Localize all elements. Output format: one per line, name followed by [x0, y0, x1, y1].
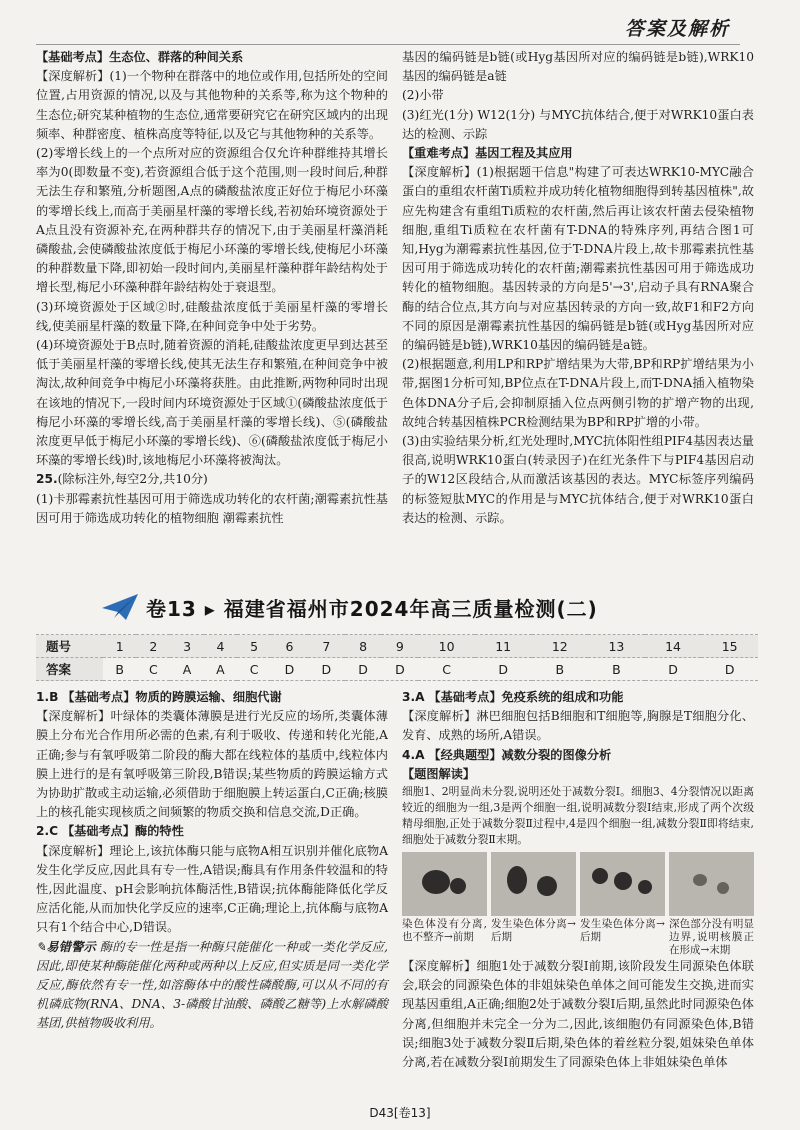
right-top-column	[402, 48, 754, 528]
pencil-icon: ✎	[36, 939, 47, 954]
question-3-header	[402, 688, 754, 707]
header-title: 答案及解析	[624, 18, 730, 40]
answer-cell: D	[308, 658, 345, 681]
question-number-cell: 12	[532, 635, 589, 658]
paragraph: (3)由实验结果分析,红光处理时,MYC抗体阳性组PIF4基因表达量很高,说明WRK10蛋白(转录因子)在红光条件下与PIF4基因启动子的W12区段结合,从而激活该基因的表达。MYC标签序列编码的标签短肽MYC的作用是与MYC抗体结合,便于对WRK10蛋白表达的检测、示踪。	[402, 434, 754, 525]
paragraph: 【深度解析】(1)根据题干信息"构建了可表达WRK10-MYC融合蛋白的重组农杆菌Ti质粒并成功转化植物细胞得到转基因植株",故应先构建含有重组Ti质粒的农杆菌,然后再让该农杆菌去侵染植物细胞,重组Ti质粒在农杆菌有T-DNA的特殊序列,再结合图1可知,Hyg为潮霉素抗性基因,位于T-DNA片段上,故卡那霉素抗性基因可用于筛选成功转化的农杆菌;潮霉素抗性基因可用于筛选成功转化的植物细胞。基因转录的方向是5'→3',启动子具有RNA聚合酶的结合位点,其方向与对应基因转录的方向一致,故F1和F2方向不同的原因是潮霉素抗性基因的编码链是b链(或Hyg基因所对应的编码链是b链),WRK10基因的编码链是a链。	[402, 165, 754, 353]
left-top-column	[36, 48, 388, 528]
paragraph: (2)小带	[402, 88, 444, 103]
paragraph: (4)环境资源处于B点时,随着资源的消耗,硅酸盐浓度更早到达甚至低于美丽星杆藻的零增长线,使其无法生存和繁殖,在种间竞争中被淘汰,故种间竞争中梅尼小环藻将获胜。由此推断,两物种同时出现在该地的情况下,一段时间内环境资源处于区域①(磷酸盐浓度低于梅尼小环藻的零增长线,高于美丽星杆藻的零增长线)、⑤(磷酸盐浓度更早低于梅尼小环藻的零增长线)、⑥(磷酸盐浓度低于梅尼小环藻的零增长线)时,该地梅尼小环藻将被淘汰。	[36, 338, 388, 468]
question-number-cell: 15	[701, 635, 758, 658]
question-number: 1.B	[36, 690, 59, 704]
question-number-cell: 1	[103, 635, 136, 658]
question-number-cell: 2	[136, 635, 170, 658]
micrograph-label: 染色体没有分离,也不整齐→前期	[402, 918, 487, 944]
figure-interpretation-text: 细胞1、2明显尚未分裂,说明还处于减数分裂Ⅰ。细胞3、4分裂情况以距离较近的细胞为一组,3是两个细胞一组,说明减数分裂Ⅰ结束,形成了两个次级精母细胞,正处于减数分裂Ⅱ过程中,4是四个细胞一组,减数分裂Ⅱ即将结束,细胞处于减数分裂Ⅱ末期。	[402, 785, 754, 847]
paragraph: (2)零增长线上的一个点所对应的资源组合仅允许种群维持其增长率为0(即数量不变),若资源组合低于这个范围,则一段时间后,种群无法生存和繁殖,分析题图,A点的磷酸盐浓度正好位于梅尼小环藻的零增长线上,而高于美丽星杆藻的零增长线,若初始环境资源处于A点且没有资源补充,在两种群共存的情况下,由于美丽星杆藻消耗磷酸盐,会使磷酸盐浓度低于梅尼小环藻的零增长线,使梅尼小环藻的种群数量下降,即初始一段时间内,美丽星杆藻种群年龄结构处于增长型,梅尼小环藻种群年龄结构处于衰退型。	[36, 146, 388, 295]
tag-classic-type: 【经典题型】减数分裂的图像分析	[428, 747, 612, 762]
micrograph-label: 发生染色体分离→后期	[580, 918, 665, 944]
section-banner	[100, 590, 720, 624]
question-2-header	[36, 822, 388, 841]
figure-interpretation-title: 【题图解读】	[402, 766, 476, 781]
answer-table-row-numbers	[36, 635, 758, 658]
answer-cell: D	[475, 658, 532, 681]
row-label: 题号	[36, 635, 103, 658]
paragraph: (1)卡那霉素抗性基因可用于筛选成功转化的农杆菌;潮霉素抗性基因可用于筛选成功转化的植物细胞 潮霉素抗性	[36, 491, 388, 525]
question-number-cell: 7	[308, 635, 345, 658]
question-number: 25.	[36, 472, 58, 487]
micrograph-labels	[402, 918, 754, 957]
answer-cell: A	[170, 658, 203, 681]
micrograph-cell-3	[580, 852, 665, 916]
paragraph: (3)环境资源处于区域②时,硅酸盐浓度低于美丽星杆藻的零增长线,使美丽星杆藻的数量下降,在种间竞争中处于劣势。	[36, 299, 388, 333]
question-number-cell: 3	[170, 635, 203, 658]
micrograph-label: 深色部分没有明显边界,说明核膜正在形成→末期	[669, 918, 754, 957]
paragraph: 【深度解析】细胞1处于减数分裂Ⅰ前期,该阶段发生同源染色体联会,联会的同源染色体的非姐妹染色单体之间可能发生交换,进而实现基因重组,A正确;细胞2处于减数分裂Ⅰ后期,虽然此时同源染色体分离,但细胞并未完全一分为二,因此,该细胞仍有同源染色体,B错误;细胞3处于减数分裂Ⅱ后期,染色体的着丝粒分裂,姐妹染色单体分离,若在减数分裂Ⅰ前期发生了同源染色体上非姐妹染色单体	[402, 959, 754, 1070]
answer-cell: B	[532, 658, 589, 681]
question-number-cell: 11	[475, 635, 532, 658]
row-label: 答案	[36, 658, 103, 681]
answer-cell: C	[418, 658, 475, 681]
paragraph: 【深度解析】叶绿体的类囊体薄膜是进行光反应的场所,类囊体薄膜上分布光合作用所必需的色素,有利于吸收、传递和转化光能,A正确;参与有氧呼吸第二阶段的酶大都在线粒体的基质中,线粒体内膜上进行的是有氧呼吸第三阶段,B错误;某些物质的跨膜运输方式为协助扩散或主动运输,必须借助于细胞膜上转运蛋白,C正确;核膜上的核孔能实现核质之间频繁的物质交换和信息交流,D正确。	[36, 709, 388, 820]
right-bottom-column	[402, 688, 754, 1072]
micrograph-cell-4	[669, 852, 754, 916]
answer-cell: B	[588, 658, 645, 681]
question-number: 3.A	[402, 690, 425, 704]
question-number: 2.C	[36, 824, 59, 839]
tag-basic-topic: 【基础考点】酶的特性	[61, 824, 184, 839]
left-bottom-column	[36, 688, 388, 1034]
answer-cell: C	[136, 658, 170, 681]
question-number-cell: 8	[345, 635, 382, 658]
paragraph: 【深度解析】(1)一个物种在群落中的地位或作用,包括所处的空间位置,占用资源的情况,以及与其他物种的关系等,称为这个物种的生态位;研究某种植物的生态位,通常要研究它在研究区域内的出现频率、种群密度、植株高度等特征,以及它与其他物种的关系等。	[36, 69, 388, 141]
paper-plane-icon	[100, 590, 140, 624]
question-score: (除标注外,每空2分,共10分)	[57, 472, 208, 487]
paragraph: 【深度解析】淋巴细胞包括B细胞和T细胞等,胸腺是T细胞分化、发育、成熟的场所,A错误。	[402, 709, 754, 743]
micrograph-cell-2	[491, 852, 576, 916]
question-number-cell: 5	[237, 635, 271, 658]
tag-basic-topic: 【基础考点】物质的跨膜运输、细胞代谢	[62, 690, 282, 704]
paragraph: (3)红光(1分) W12(1分) 与MYC抗体结合,便于对WRK10蛋白表达的检测、示踪	[402, 107, 754, 141]
question-25-header	[36, 470, 388, 489]
question-number: 4.A	[402, 747, 425, 762]
paragraph: (2)根据题意,利用LP和RP扩增结果为大带,BP和RP扩增结果为小带,据图1分析可知,BP位点在T-DNA片段上,而T-DNA插入植物染色体DNA分子后,会抑制原插入位点两侧引物的扩增产物的出现,故纯合转基因植株PCR检测结果为BP和RP扩增的小带。	[402, 357, 754, 429]
answer-table-row-answers	[36, 658, 758, 681]
answer-table	[36, 634, 758, 681]
question-number-cell: 14	[645, 635, 702, 658]
question-number-cell: 6	[271, 635, 308, 658]
answer-cell: B	[103, 658, 136, 681]
micrograph-cell-1	[402, 852, 487, 916]
question-4-header	[402, 746, 754, 765]
micrograph-strip	[402, 852, 754, 916]
answer-cell: A	[204, 658, 237, 681]
answer-cell: C	[237, 658, 271, 681]
paragraph: 基因的编码链是b链(或Hyg基因所对应的编码链是b链),WRK10基因的编码链是a链	[402, 50, 754, 84]
header-divider	[36, 44, 740, 45]
question-number-cell: 9	[381, 635, 418, 658]
question-number-cell: 4	[204, 635, 237, 658]
tag-basic-topic: 【基础考点】生态位、群落的种间关系	[36, 50, 244, 64]
question-number-cell: 10	[418, 635, 475, 658]
answer-cell: D	[645, 658, 702, 681]
question-number-cell: 13	[588, 635, 645, 658]
warning-note	[36, 938, 388, 1034]
answer-cell: D	[701, 658, 758, 681]
warning-label: 易错警示	[46, 939, 96, 954]
warning-text: 酶的专一性是指一种酶只能催化一种或一类化学反应,因此,即使某种酶能催化两种或两种以上反应,但实质是同一类化学反应,酶依然有专一性,如溶酶体中的酸性磷酸酶,可以从不同的有机磷底物(RNA、DNA、3-磷酸甘油酸、磷酸乙糖等)上水解磷酸基团,供植物吸收利用。	[36, 939, 389, 1031]
tag-hard-topic: 【重难考点】基因工程及其应用	[402, 146, 573, 161]
page-number: D43[卷13]	[369, 1106, 431, 1120]
paragraph: 【深度解析】理论上,该抗体酶只能与底物A相互识别并催化底物A发生化学反应,因此具有专一性,A错误;酶具有作用条件较温和的特性,因此温度、pH会影响抗体酶活性,B错误;抗体酶能降低化学反应活化能,从而加快化学反应的速率,C正确;理论上,抗体酶与底物A只有1个结合中心,D错误。	[36, 843, 388, 935]
answer-cell: D	[345, 658, 382, 681]
question-1-header	[36, 688, 388, 707]
section-title: 卷13 ▸ 福建省福州市2024年高三质量检测(二)	[146, 596, 598, 621]
answer-cell: D	[381, 658, 418, 681]
tag-basic-topic: 【基础考点】免疫系统的组成和功能	[428, 690, 624, 704]
micrograph-label: 发生染色体分离→后期	[491, 918, 576, 944]
answer-cell: D	[271, 658, 308, 681]
